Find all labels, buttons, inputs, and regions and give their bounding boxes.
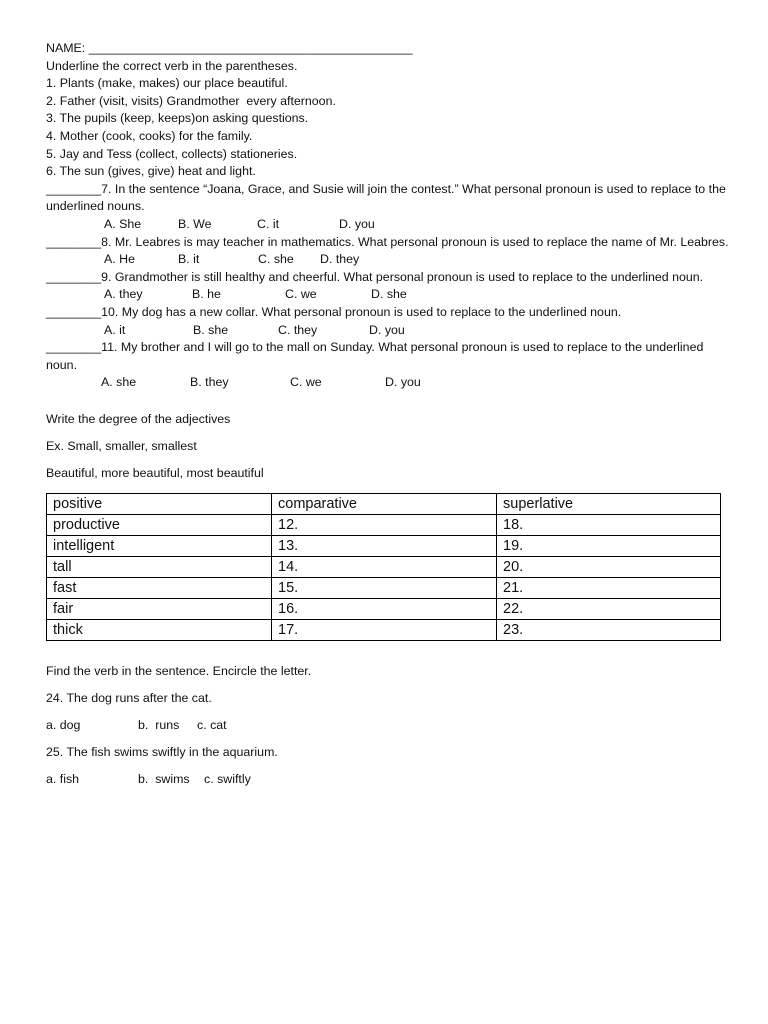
worksheet <box>46 40 736 789</box>
table-row <box>47 598 721 619</box>
table-row <box>47 619 721 640</box>
verb-item: 3. The pupils (keep, keeps)on asking questions. <box>46 111 309 126</box>
option: b. swims <box>138 772 190 787</box>
option: B. he <box>192 287 221 302</box>
example-2: Beautiful, more beautiful, most beautiful <box>46 465 264 480</box>
table-cell: 22. <box>497 598 721 619</box>
option: b. runs <box>138 717 180 732</box>
option: C. we <box>290 375 322 390</box>
question-11-options <box>46 374 736 392</box>
option: c. cat <box>197 717 227 732</box>
table-cell: 13. <box>272 535 497 556</box>
table-header: positive <box>47 493 272 514</box>
table-cell: 12. <box>272 514 497 535</box>
question-9-options <box>46 286 736 304</box>
table-cell: 21. <box>497 577 721 598</box>
option: a. fish <box>46 772 80 787</box>
option: A. She <box>104 216 142 231</box>
name-label: NAME: <box>46 41 89 55</box>
question-25-options <box>46 771 736 789</box>
adjective-degree-table <box>46 493 721 641</box>
table-cell: 19. <box>497 535 721 556</box>
verb-item: 5. Jay and Tess (collect, collects) stationeries. <box>46 146 298 161</box>
option: C. we <box>285 287 317 302</box>
option: D. you <box>339 216 375 231</box>
option: A. He <box>104 252 135 267</box>
question-10-options <box>46 322 736 340</box>
table-header: superlative <box>497 493 721 514</box>
option: D. you <box>369 322 405 337</box>
option: C. it <box>257 216 280 231</box>
section1-instruction: Underline the correct verb in the parentheses. <box>46 58 298 73</box>
table-header-row <box>47 493 721 514</box>
option: A. it <box>104 322 126 337</box>
option: c. swiftly <box>204 772 251 787</box>
option: A. they <box>104 287 143 302</box>
option: a. dog <box>46 717 81 732</box>
table-row <box>47 535 721 556</box>
table-row <box>47 556 721 577</box>
table-cell: 15. <box>272 577 497 598</box>
question-7: ________7. In the sentence “Joana, Grace, and Susie will join the contest.” What personal pronoun is used to replace to the underlined nouns. <box>46 181 726 214</box>
question-9: ________9. Grandmother is still healthy and cheerful. What personal pronoun is used to replace to the underlined noun. <box>46 269 704 284</box>
table-cell: 17. <box>272 619 497 640</box>
question-8-options <box>46 251 736 269</box>
verb-item: 6. The sun (gives, give) heat and light. <box>46 164 256 179</box>
option: C. she <box>258 252 294 267</box>
option: A. she <box>101 375 137 390</box>
option: D. they <box>320 252 360 267</box>
table-cell: 20. <box>497 556 721 577</box>
name-blank: _______________________________________________ <box>88 41 413 55</box>
verb-item: 1. Plants (make, makes) our place beautiful. <box>46 76 288 91</box>
table-cell: intelligent <box>47 535 272 556</box>
question-24-options <box>46 717 736 735</box>
section3-instruction: Write the degree of the adjectives <box>46 411 231 426</box>
verb-item: 4. Mother (cook, cooks) for the family. <box>46 128 253 143</box>
table-cell: 16. <box>272 598 497 619</box>
question-8: ________8. Mr. Leabres is may teacher in mathematics. What personal pronoun is used to replace the name of Mr. Leabres. <box>46 234 729 249</box>
name-line <box>46 40 736 58</box>
question-25: 25. The fish swims swiftly in the aquarium. <box>46 745 278 760</box>
verb-item: 2. Father (visit, visits) Grandmother every afternoon. <box>46 93 336 108</box>
table-header: comparative <box>272 493 497 514</box>
question-11: ________11. My brother and I will go to the mall on Sunday. What personal pronoun is used to replace to the underlined noun. <box>46 340 704 372</box>
question-24: 24. The dog runs after the cat. <box>46 690 212 705</box>
table-cell: 18. <box>497 514 721 535</box>
section4-instruction: Find the verb in the sentence. Encircle the letter. <box>46 663 312 678</box>
table-cell: fast <box>47 577 272 598</box>
option: B. it <box>178 252 200 267</box>
option: C. they <box>278 322 318 337</box>
option: D. you <box>385 375 421 390</box>
option: B. We <box>178 216 212 231</box>
table-cell: thick <box>47 619 272 640</box>
question-7-options <box>46 216 736 234</box>
table-cell: 14. <box>272 556 497 577</box>
table-cell: fair <box>47 598 272 619</box>
option: B. they <box>190 375 229 390</box>
example-1: Ex. Small, smaller, smallest <box>46 438 197 453</box>
table-cell: 23. <box>497 619 721 640</box>
table-row <box>47 514 721 535</box>
table-row <box>47 577 721 598</box>
option: D. she <box>371 287 407 302</box>
table-cell: tall <box>47 556 272 577</box>
table-cell: productive <box>47 514 272 535</box>
option: B. she <box>193 322 229 337</box>
question-10: ________10. My dog has a new collar. What personal pronoun is used to replace to the underlined noun. <box>46 304 622 319</box>
